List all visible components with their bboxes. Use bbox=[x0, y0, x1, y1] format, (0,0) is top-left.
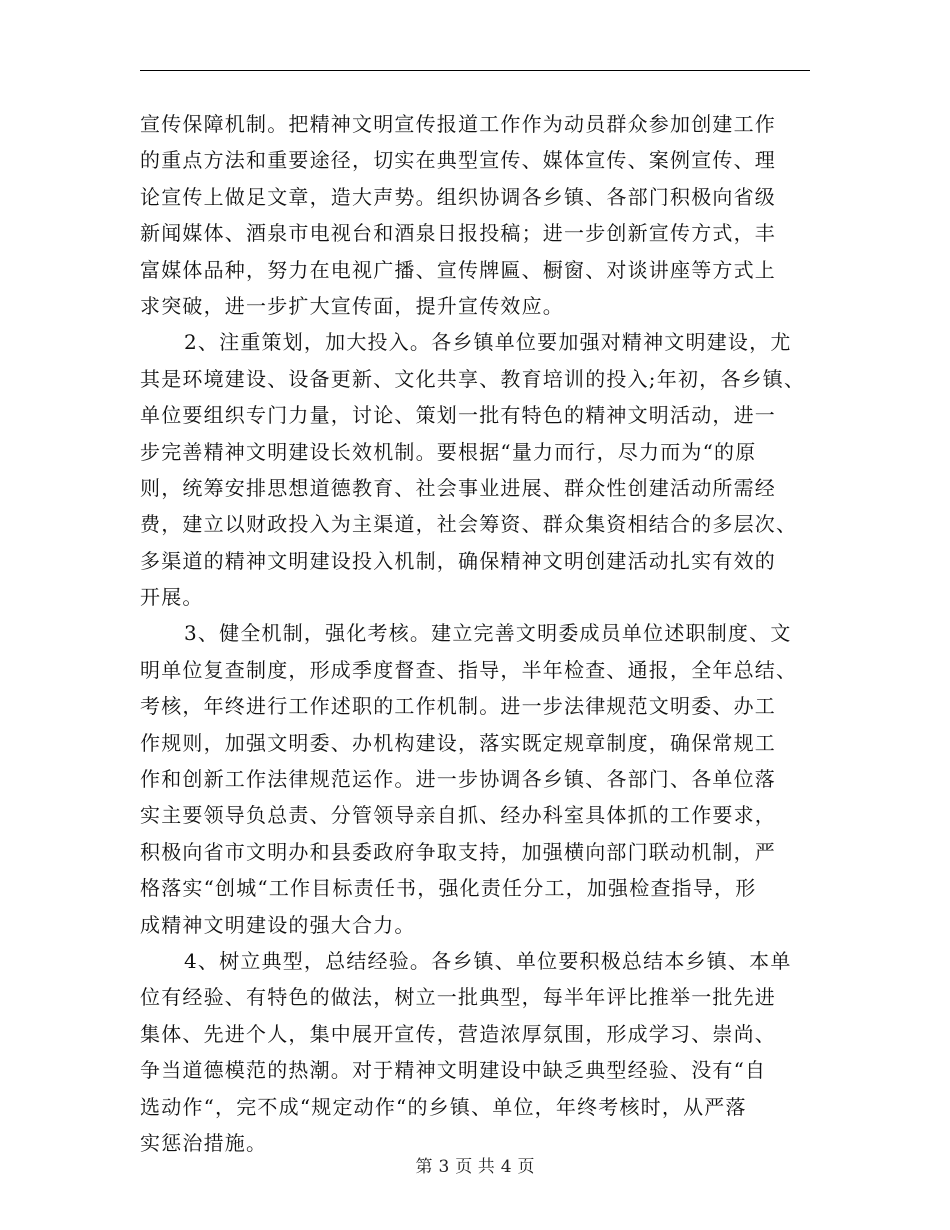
text-line: 富媒体品种，努力在电视广播、宣传牌匾、橱窗、对谈讲座等方式上 bbox=[140, 257, 776, 282]
footer-prefix: 第 bbox=[415, 1157, 433, 1177]
text-line: 明单位复查制度，形成季度督查、指导，半年检查、通报，全年总结、 bbox=[140, 657, 798, 682]
text-line: 作和创新工作法律规范运作。进一步协调各乡镇、各部门、各单位落 bbox=[140, 767, 776, 792]
text-line: 考核，年终进行工作述职的工作机制。进一步法律规范文明委、办工 bbox=[140, 694, 776, 719]
text-line: 则，统筹安排思想道德教育、社会事业进展、群众性创建活动所需经 bbox=[140, 475, 776, 500]
footer-middle: 页 共 bbox=[455, 1157, 495, 1177]
text-line: 宣传保障机制。把精神文明宣传报道工作作为动员群众参加创建工作 bbox=[140, 112, 776, 136]
text-line: 作规则，加强文明委、办机构建设，落实既定规章制度，确保常规工 bbox=[140, 730, 776, 755]
footer-total-pages: 4 bbox=[500, 1157, 512, 1177]
text-line: 成精神文明建设的强大合力。 bbox=[140, 912, 416, 937]
text-line: 集体、先进个人，集中展开宣传，营造浓厚氛围，形成学习、崇尚、 bbox=[140, 1021, 776, 1046]
page-footer bbox=[0, 1152, 950, 1177]
footer-suffix: 页 bbox=[517, 1157, 535, 1177]
text-line: 多渠道的精神文明建设投入机制，确保精神文明创建活动扎实有效的 bbox=[140, 548, 776, 573]
footer-page-number: 3 bbox=[438, 1157, 450, 1177]
text-line: 争当道德模范的热潮。对于精神文明建设中缺乏典型经验、没有“自 bbox=[140, 1058, 767, 1083]
text-line: 开展。 bbox=[140, 585, 204, 610]
text-line: 积极向省市文明办和县委政府争取支持，加强横向部门联动机制，严 bbox=[140, 839, 776, 864]
text-line: 3、健全机制，强化考核。建立完善文明委成员单位述职制度、文 bbox=[184, 621, 792, 646]
text-line: 新闻媒体、酒泉市电视台和酒泉日报投稿；进一步创新宣传方式，丰 bbox=[140, 221, 776, 246]
text-line: 步完善精神文明建设长效机制。要根据“量力而行，尽力而为“的原 bbox=[140, 439, 757, 464]
text-line: 实主要领导负总责、分管领导亲自抓、经办科室具体抓的工作要求， bbox=[140, 803, 776, 828]
document-body bbox=[140, 106, 830, 1161]
text-line: 其是环境建设、设备更新、文化共享、教育培训的投入;年初，各乡镇、 bbox=[140, 366, 806, 391]
text-line: 选动作“，完不成“规定动作“的乡镇、单位，年终考核时，从严落 bbox=[140, 1094, 747, 1119]
text-line: 论宣传上做足文章，造大声势。组织协调各乡镇、各部门积极向省级 bbox=[140, 184, 776, 209]
text-line: 求突破，进一步扩大宣传面，提升宣传效应。 bbox=[140, 293, 564, 318]
text-line: 的重点方法和重要途径，切实在典型宣传、媒体宣传、案例宣传、理 bbox=[140, 148, 776, 173]
text-line: 单位要组织专门力量，讨论、策划一批有特色的精神文明活动，进一 bbox=[140, 403, 776, 428]
header-rule bbox=[140, 70, 810, 71]
text-line: 2、注重策划，加大投入。各乡镇单位要加强对精神文明建设，尤 bbox=[184, 330, 792, 355]
text-line: 4、树立典型，总结经验。各乡镇、单位要积极总结本乡镇、本单 bbox=[184, 948, 792, 973]
text-line: 格落实“创城“工作目标责任书，强化责任分工，加强检查指导，形 bbox=[140, 876, 757, 901]
text-line: 实惩治措施。 bbox=[140, 1130, 268, 1155]
text-line: 位有经验、有特色的做法，树立一批典型，每半年评比推举一批先进 bbox=[140, 985, 776, 1010]
text-line: 费，建立以财政投入为主渠道，社会筹资、群众集资相结合的多层次、 bbox=[140, 512, 798, 537]
